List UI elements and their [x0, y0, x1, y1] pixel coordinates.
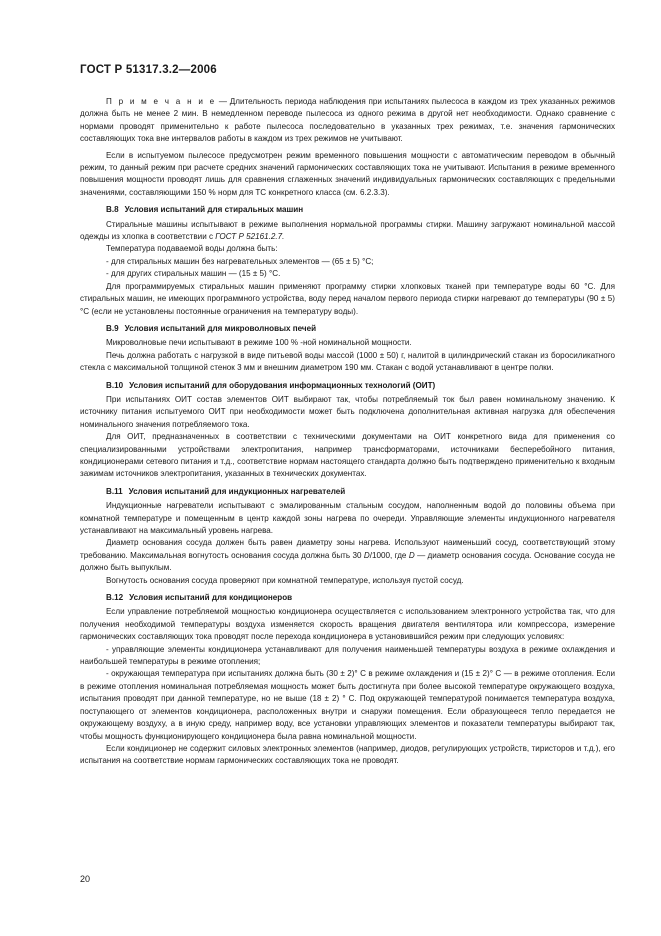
section-number: В.10 — [106, 380, 124, 390]
intro-paragraph: Если в испытуемом пылесосе предусмотрен режим временного повышения мощности с автоматическим переводом в обычный режим, то данный режим при расчете средних значений гармонических составляющих тока не учитывают. Испытания в режиме временного повышения мощности проводят лишь для сравнения сглаженных значений индивидуальных гармонических составляющих с предельными значениями, составляющими 150 % норм для ТС конкретного класса (см. 6.2.3.3). — [80, 150, 615, 197]
note-text: — Длительность периода наблюдения при испытаниях пылесоса в каждом из трех указанных режимов должна быть не менее 2 мин. В немедленном переводе пылесоса из одного режима в другой нет необходимости. Однако сравнение с нормами проводят применительно к работе пылесоса последовательно в указанных трех режимах, т.е. значения гармонических составляющих тока вне интервалов работы в каждом из трех режимов не учитывают. — [80, 97, 615, 144]
section-heading-b8 — [80, 204, 615, 216]
b8-p1-text: Стиральные машины испытывают в режиме выполнения нормальной программы стирки. Машину загружают номинальной массой одежды из хлопка в соответствии с — [80, 219, 615, 242]
section-number: В.11 — [106, 486, 123, 496]
b11-paragraph-3: Вогнутость основания сосуда проверяют при комнатной температуре, используя пустой сосуд. — [106, 575, 464, 585]
section-number: В.8 — [106, 205, 119, 215]
section-heading-b11 — [80, 486, 615, 498]
section-heading-b12 — [80, 592, 615, 604]
page-body — [80, 96, 615, 768]
b12-paragraph-1: Если управление потребляемой мощностью кондиционера осуществляется с использованием электронного устройства так, что для получения необходимой температуры воздуха изменяется скорость вращения двигателя вентилятора или компрессора, измерение гармонических составляющих тока проводят после перехода кондиционера в установившийся режим при следующих условиях: — [80, 607, 615, 642]
b8-paragraph-1 — [80, 219, 615, 244]
b12-list-item-1: - управляющие элементы кондиционера устанавливают для получения наименьшей температуры воздуха в режиме охлаждения и наибольшей температуры в режиме отопления; — [80, 644, 615, 667]
b11-p2-text-a: Диаметр основания сосуда должен быть равен диаметру зоны нагрева. Используют наименьший сосуд, соответствующий этому требованию. Максимальная вогнутость основания сосуда должна быть 30 — [80, 538, 615, 560]
note-paragraph — [80, 96, 615, 146]
variable-d: D — [408, 550, 415, 560]
document-header: ГОСТ Р 51317.3.2—2006 — [80, 64, 217, 76]
section-heading-b9 — [80, 323, 615, 335]
b9-paragraph-2: Печь должна работать с нагрузкой в виде питьевой воды массой (1000 ± 50) г, налитой в цилиндрический стакан из боросиликатного стекла с максимальной толщиной стенок 3 мм и внешним диаметром 190 мм. Стакан с водой устанавливают в центре полки. — [80, 350, 615, 373]
b8-paragraph-2: Температура подаваемой воды должна быть: — [106, 244, 278, 254]
section-number: В.12 — [106, 593, 124, 603]
section-title: Условия испытаний для оборудования информационных технологий (ОИТ) — [129, 380, 436, 390]
b9-paragraph-1: Микроволновые печи испытывают в режиме 100 % -ной номинальной мощности. — [106, 338, 412, 348]
b11-paragraph-2 — [80, 537, 615, 574]
b12-list-item-2: - окружающая температура при испытаниях должна быть (30 ± 2)° С в режиме охлаждения и (15 ± 2)° С — в режиме отопления. Если в режиме отопления номинальная потребляемая мощность может быть достигнута при более высокой температуре окружающего воздуха, испытания проводят при данной температуре, но не выше (18 ± 2) ° С. Под окружающей температурой понимается температура воздуха, поступающего от элементов кондиционера, расположенных внутри и снаружи помещения. Если образующееся тепло передается не окружающему воздуху, а в иную среду, например воду, все установки управляющих элементов и показатели температуры выбирают так, чтобы мощность функционирующего кондиционера была равна номинальной мощности. — [80, 669, 615, 741]
b11-paragraph-1: Индукционные нагреватели испытывают с эмалированным стальным сосудом, наполненным водой до половины объема при комнатной температуре и помещенным в центр каждой зоны нагрева по очереди. Управляющие элементы индукционного нагревателя устанавливают на максимальный уровень нагрева. — [80, 501, 615, 535]
b10-paragraph-2: Для ОИТ, предназначенных в соответствии с техническими документами на ОИТ конкретного вида для применения со специализированными устройствами электропитания, например трансформаторами, источниками бесперебойного питания, кондиционерами сетевого питания и т.д., соответствие нормам настоящего стандарта должно быть подтверждено применительно к входным зажимам источников электропитания, указанных в технических документах. — [80, 432, 615, 479]
b8-list-item-2: - для других стиральных машин — (15 ± 5) °С. — [106, 269, 281, 279]
b12-paragraph-2: Если кондиционер не содержит силовых электронных элементов (например, диодов, регулирующих устройств, тиристоров и т.д.), его испытания на соответствие нормам гармонических составляющих тока не проводят. — [80, 743, 615, 766]
b11-p2-text-b: /1000, где — [369, 550, 409, 560]
variable-d: D — [363, 550, 370, 560]
section-number: В.9 — [106, 323, 119, 333]
section-title: Условия испытаний для индукционных нагревателей — [128, 486, 346, 496]
standard-reference: ГОСТ Р 52161.2.7. — [215, 232, 285, 242]
b11-p2-text-c: — диаметр основания сосуда. Основание сосуда не должно быть выпуклым. — [80, 550, 615, 573]
b8-list-item-1: - для стиральных машин без нагревательных элементов — (65 ± 5) °С; — [106, 256, 374, 266]
section-title: Условия испытаний для кондиционеров — [129, 593, 293, 603]
section-title: Условия испытаний для стиральных машин — [124, 205, 304, 215]
section-heading-b10 — [80, 380, 615, 392]
b8-paragraph-3: Для программируемых стиральных машин применяют программу стирки хлопковых тканей при температуре воды 60 °С. Для стиральных машин, не имеющих программного устройства, воду перед началом первого периода стирки нагревают до температуры (90 ± 5) °С (если не установлены постоянные ограничения на температуру воды). — [80, 281, 615, 316]
note-label: П р и м е ч а н и е — [106, 97, 217, 106]
section-title: Условия испытаний для микроволновых печей — [124, 323, 317, 333]
page-number: 20 — [80, 874, 91, 884]
b10-paragraph-1: При испытаниях ОИТ состав элементов ОИТ выбирают так, чтобы потребляемый ток был равен номинальному значению. К источнику питания испытуемого ОИТ при необходимости может быть подключена дополнительная активная нагрузка для обеспечения номинального значения потребляемого тока. — [80, 394, 615, 429]
